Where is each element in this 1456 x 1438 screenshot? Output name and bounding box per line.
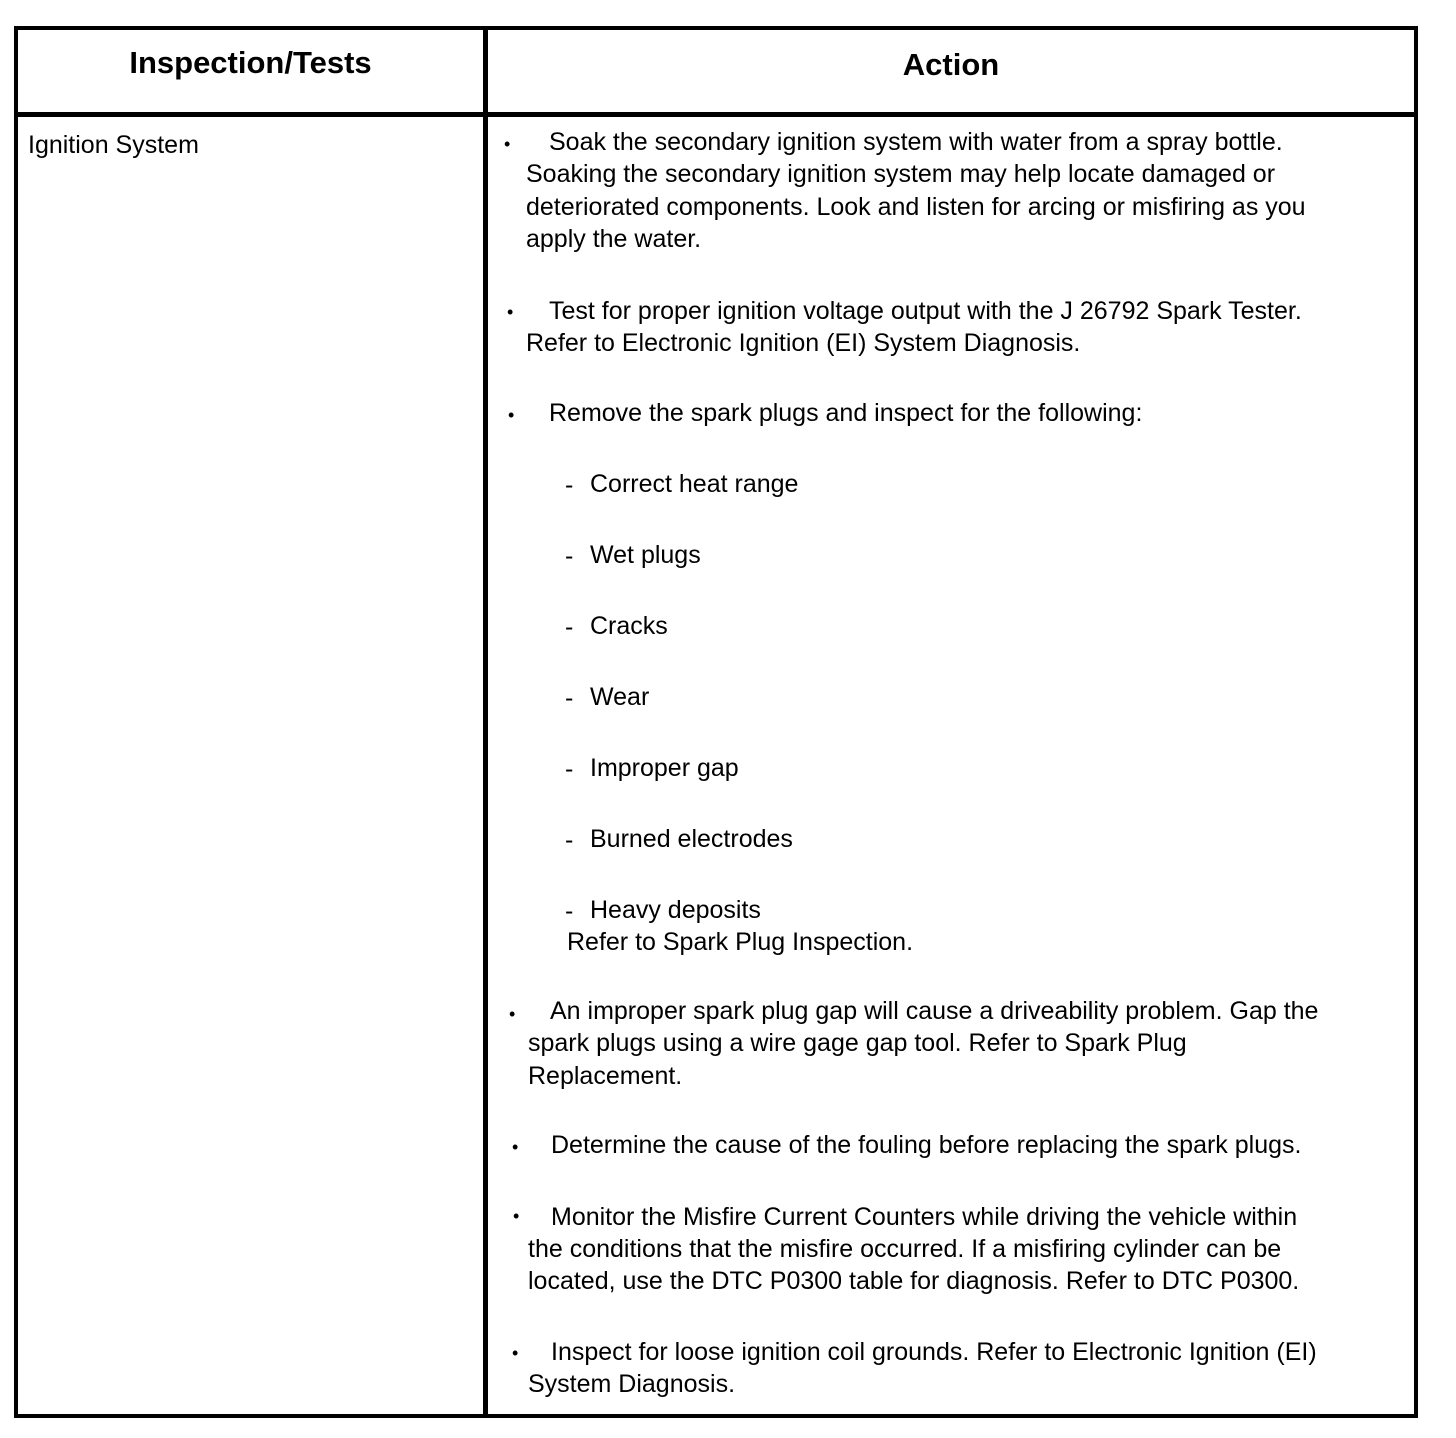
action-line: Soaking the secondary ignition system may help locate damaged or bbox=[526, 160, 1276, 188]
dash-marker: - bbox=[565, 542, 574, 570]
sub-item: Wear bbox=[590, 683, 650, 711]
header-divider bbox=[18, 112, 1414, 117]
header-action: Action bbox=[902, 47, 1000, 82]
sub-item: Heavy deposits bbox=[590, 896, 761, 924]
dash-marker: - bbox=[565, 684, 574, 712]
action-line: An improper spark plug gap will cause a driveability problem. Gap the bbox=[550, 997, 1319, 1025]
action-line: System Diagnosis. bbox=[528, 1370, 736, 1398]
sub-item-reference: Refer to Spark Plug Inspection. bbox=[567, 928, 914, 956]
bullet-icon: • bbox=[513, 1206, 520, 1226]
action-line: the conditions that the misfire occurred. If a misfiring cylinder can be bbox=[528, 1235, 1282, 1263]
sub-item: Improper gap bbox=[590, 754, 739, 782]
inspection-table bbox=[14, 26, 1418, 1418]
sub-item: Wet plugs bbox=[590, 541, 701, 569]
action-line: Soak the secondary ignition system with water from a spray bottle. bbox=[549, 128, 1283, 156]
bullet-icon: • bbox=[512, 1343, 519, 1363]
action-line: deteriorated components. Look and listen for arcing or misfiring as you bbox=[526, 193, 1306, 221]
dash-marker: - bbox=[565, 613, 574, 641]
sub-item: Cracks bbox=[590, 612, 668, 640]
dash-marker: - bbox=[565, 755, 574, 783]
row-label-ignition-system: Ignition System bbox=[28, 131, 199, 159]
header-inspection-tests: Inspection/Tests bbox=[129, 45, 372, 80]
bullet-icon: • bbox=[507, 302, 514, 322]
action-line: Test for proper ignition voltage output with the J 26792 Spark Tester. bbox=[549, 297, 1302, 325]
bullet-icon: • bbox=[508, 405, 515, 425]
dash-marker: - bbox=[565, 471, 574, 499]
bullet-icon: • bbox=[504, 134, 511, 154]
action-line: apply the water. bbox=[526, 225, 702, 253]
sub-item: Burned electrodes bbox=[590, 825, 793, 853]
dash-marker: - bbox=[565, 826, 574, 854]
column-divider bbox=[483, 30, 488, 1414]
sub-item: Correct heat range bbox=[590, 470, 799, 498]
action-line: Replacement. bbox=[528, 1062, 683, 1090]
dash-marker: - bbox=[565, 897, 574, 925]
bullet-icon: • bbox=[509, 1004, 516, 1024]
action-line: located, use the DTC P0300 table for diagnosis. Refer to DTC P0300. bbox=[528, 1267, 1300, 1295]
action-line: Inspect for loose ignition coil grounds. Refer to Electronic Ignition (EI) bbox=[551, 1338, 1317, 1366]
action-line: Refer to Electronic Ignition (EI) System Diagnosis. bbox=[526, 329, 1081, 357]
action-line: Monitor the Misfire Current Counters while driving the vehicle within bbox=[551, 1203, 1298, 1231]
action-line: spark plugs using a wire gage gap tool. Refer to Spark Plug bbox=[528, 1029, 1187, 1057]
action-line: Remove the spark plugs and inspect for the following: bbox=[549, 399, 1143, 427]
bullet-icon: • bbox=[512, 1137, 519, 1157]
action-line: Determine the cause of the fouling before replacing the spark plugs. bbox=[551, 1131, 1302, 1159]
